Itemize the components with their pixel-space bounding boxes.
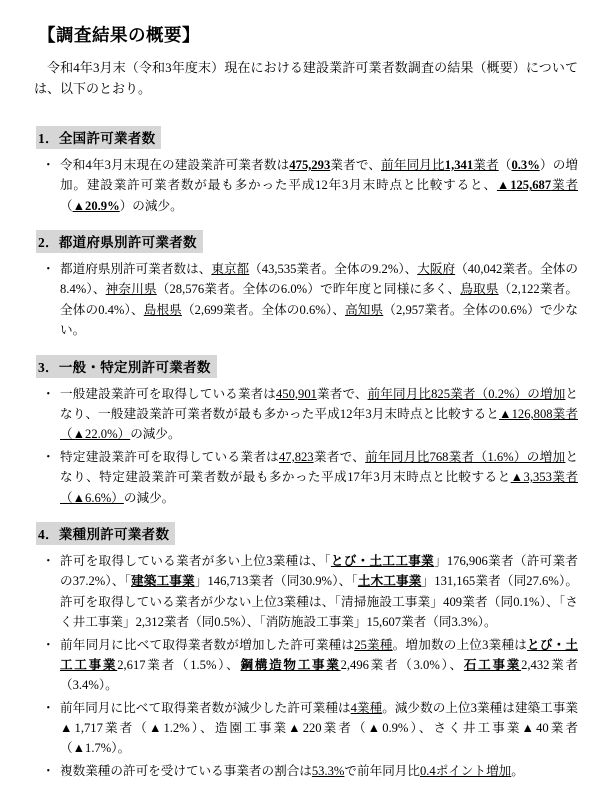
text-run: 許可を取得している業者が多い上位3業種は、「	[60, 553, 331, 568]
text-run: 2,432業者（3.4%）。	[60, 657, 579, 693]
text-run: （2,957業者。全体の0.6%）で少ない。	[60, 302, 579, 338]
text-run: 建築工事業	[131, 574, 195, 589]
text-run: 2,617業者（1.5%）、	[117, 657, 241, 672]
text-run: 450,901	[275, 386, 317, 401]
text-run: の減少。	[123, 490, 175, 505]
text-run: とび・土工工事業	[60, 637, 579, 672]
text-run: 。	[511, 763, 524, 778]
document-section	[34, 114, 578, 216]
text-run: 都道府県別許可業者数は、	[60, 262, 212, 277]
text-run: （2,122業者。全体の0.4%）、	[60, 282, 579, 317]
text-run: （	[60, 198, 73, 213]
section-heading: 3．一般・特定別許可業者数	[36, 355, 217, 378]
document-section	[34, 343, 578, 508]
section-heading: 2．都道府県別許可業者数	[36, 230, 203, 253]
text-run: 」176,906業者（許可業者の37.2%）、「	[60, 553, 578, 589]
list-item	[34, 447, 578, 508]
text-run: 53.3%	[311, 763, 345, 778]
text-run: ▲20.9%	[72, 198, 120, 213]
text-run: 大阪府	[417, 262, 456, 277]
text-run: （43,535業者。全体の9.2%）、	[249, 262, 418, 277]
list-item	[34, 698, 578, 759]
text-run: の減少。	[132, 198, 183, 213]
bullet-list	[34, 259, 578, 341]
text-run: 業者で、	[316, 386, 368, 401]
text-run: ）	[539, 157, 553, 172]
text-run: ）	[119, 198, 133, 213]
document-section	[34, 510, 578, 781]
list-item	[34, 259, 578, 341]
text-run: の減少。	[130, 427, 181, 442]
text-run: 石工事業	[463, 657, 522, 672]
text-run: 4業種	[350, 700, 383, 715]
text-run: 東京都	[211, 262, 250, 277]
text-run: 土木工事業	[357, 574, 422, 589]
text-run: 複数業種の許可を受けている事業者の割合は	[60, 763, 312, 778]
bullet-list	[34, 551, 578, 781]
text-run: 業者	[551, 178, 579, 193]
list-item	[34, 384, 578, 445]
text-run: （	[498, 157, 512, 172]
text-run: 業者で、	[313, 449, 366, 464]
text-run: （40,042業者。全体の8.4%）、	[60, 262, 579, 297]
text-run: 島根県	[143, 302, 182, 317]
text-run: 業者	[473, 157, 499, 172]
text-run: 前年同月比825業者（0.2%）の増加	[367, 386, 566, 401]
bullet-list	[34, 384, 578, 508]
text-run: 高知県	[345, 302, 384, 317]
text-run: 。減少数の上位3業種は建築工事業▲1,717業者（▲1.2%）、造園工事業▲220業者（▲0.9%）、さく井工事業▲40業者（▲1.7%）。	[60, 700, 579, 756]
text-run: 」131,165業者（同27.6%）。許可を取得している業者が少ない上位3業種は、「清掃施設工事業」409業者（同0.1%）、「さく井工事業」2,312業者（同0.5%）、「消防施設工事業」15,607業者（同3.3%）。	[60, 574, 579, 630]
text-run: ▲125,687	[496, 178, 552, 193]
text-run: 業者で、	[330, 157, 382, 172]
text-run: 25業種	[354, 637, 393, 652]
text-run: 鳥取県	[460, 282, 499, 297]
text-run: となり、特定建設業許可業者数が最も多かった平成17年3月末時点と比較すると	[60, 449, 579, 485]
text-run: とび・土工工事業	[330, 553, 434, 568]
text-run: となり、一般建設業許可業者数が最も多かった平成12年3月末時点と比較すると	[60, 386, 579, 421]
text-run: 」146,713業者（同30.9%）、「	[194, 574, 358, 589]
sections-container	[34, 114, 578, 781]
list-item	[34, 635, 578, 696]
text-run: 前年同月比	[381, 157, 445, 172]
text-run: 一般建設業許可を取得している業者は	[60, 386, 276, 401]
text-run: 前年同月に比べて取得業者数が減少した許可業種は	[60, 700, 351, 715]
text-run: 令和4年3月末現在の建設業許可業者数は	[60, 157, 290, 172]
text-run: で前年同月比	[344, 763, 420, 778]
list-item	[34, 155, 578, 216]
section-heading: 4．業種別許可業者数	[36, 522, 175, 545]
list-item	[34, 551, 578, 633]
text-run: の増加。建設業許可業者数が最も多かった平成12年3月末時点と比較すると、	[60, 157, 579, 193]
text-run: 神奈川県	[105, 282, 157, 297]
text-run: 鋼構造物工事業	[240, 657, 341, 672]
text-run: 2,496業者（3.0%）、	[340, 657, 464, 672]
text-run: 特定建設業許可を取得している業者は	[60, 449, 279, 464]
text-run: 0.3%	[511, 157, 540, 172]
document-section	[34, 218, 578, 341]
intro-paragraph: 令和4年3月末（令和3年度末）現在における建設業許可業者数調査の結果（概要）については、以下のとおり。	[34, 60, 578, 97]
text-run: 前年同月比768業者（1.6%）の増加	[365, 449, 566, 464]
text-run: （28,576業者。全体の6.0%）で昨年度と同様に多く、	[156, 282, 461, 297]
text-run: ▲126,808業者（▲22.0%）	[60, 407, 579, 442]
list-item	[34, 761, 578, 781]
text-run: 前年同月に比べて取得業者数が増加した許可業種は	[60, 637, 355, 652]
text-run: ▲3,353業者（▲6.6%）	[60, 470, 578, 505]
text-run: 0.4ポイント増加	[419, 763, 512, 778]
text-run: 47,823	[278, 449, 314, 464]
page-title: 【調査結果の概要】	[38, 25, 200, 45]
text-run: 。増加数の上位3業種は	[392, 637, 528, 652]
text-run: （2,699業者。全体の0.6%）、	[181, 302, 346, 317]
text-run: 1,341	[444, 157, 474, 172]
section-heading: 1．全国許可業者数	[36, 126, 161, 149]
bullet-list	[34, 155, 578, 216]
text-run: 475,293	[289, 157, 331, 172]
